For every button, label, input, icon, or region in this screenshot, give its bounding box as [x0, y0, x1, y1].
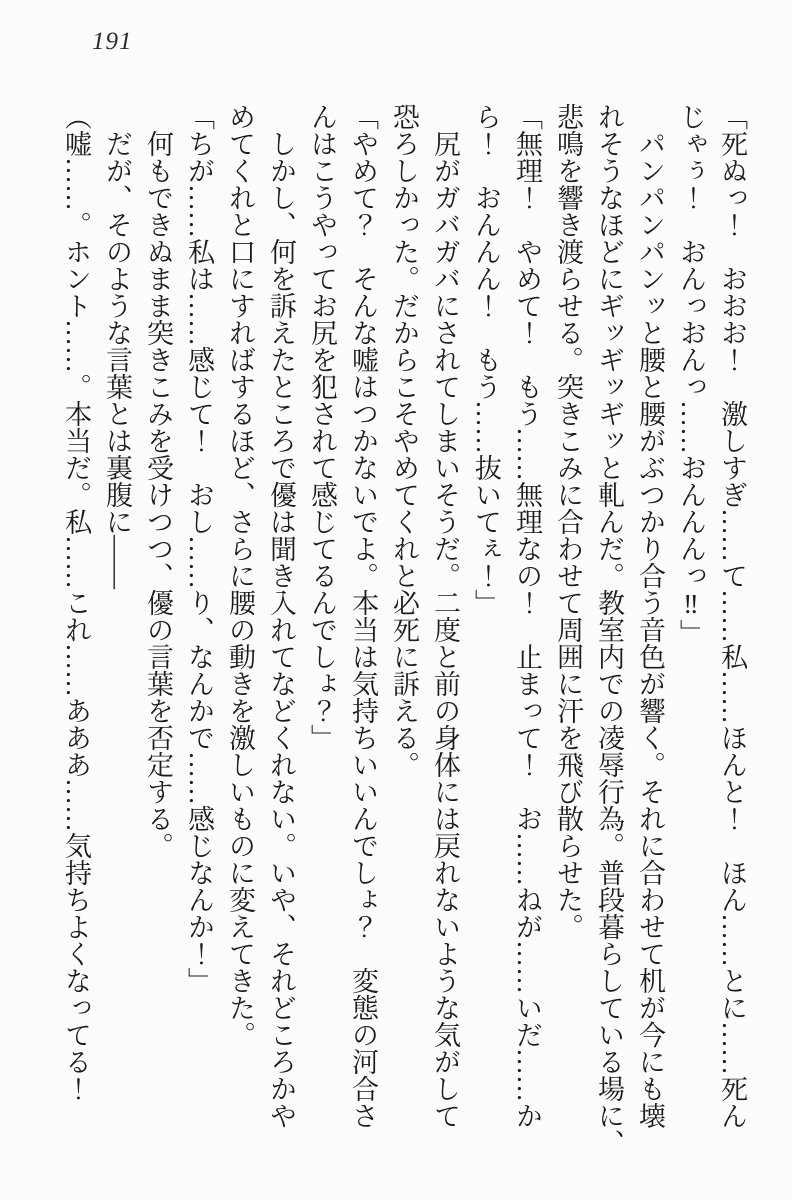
text-column: 尻がガバガバにされてしまいそうだ。二度と前の身体には戻れないような気がして — [430, 103, 460, 1129]
text-column: だが、そのような言葉とは裏腹に—— — [102, 103, 132, 589]
page-number: 191 — [92, 28, 133, 55]
text-column: パンパンパンッと腰と腰がぶつかり合う音色が響く。それに合わせて机が今にも壊 — [635, 103, 665, 1129]
text-column: ら！ おんんん！ もう……抜いてぇ！」 — [471, 103, 501, 616]
text-column: れそうなほどにギッギッギッと軋んだ。教室内での凌辱行為。普段暮らしている場に、 — [594, 103, 624, 1156]
text-column: しかし、何を訴えたところで優は聞き入れてなどくれない。いや、それどころかや — [266, 103, 296, 1129]
text-column: 「死ぬっ！ おおお！ 激しすぎ……て……私……ほんと！ ほん……とに……死ん — [717, 103, 747, 1129]
text-column: 「無理！ やめて！ もう……無理なの！ 止まって！ お……ねが……いだ……か — [512, 103, 542, 1129]
text-column: （嘘……。ホント……。本当だ。私……これ……あああ……気持ちよくなってる！ — [61, 103, 91, 1102]
text-column: めてくれと口にすればするほど、さらに腰の動きを激しいものに変えてきた。 — [225, 103, 255, 1048]
text-column: 「ちが……私は……感じて！ おし……り、なんかで……感じなんか！」 — [184, 103, 214, 994]
text-column: んはこうやってお尻を犯されて感じてるんでしょ？」 — [307, 103, 337, 751]
text-column: 「やめて？ そんな嘘はつかないでよ。本当は気持ちいいんでしょ？ 変態の河合さ — [348, 103, 378, 1129]
text-column: じゃぅ！ おんっおんっ……おんんんっ‼」 — [676, 103, 706, 646]
vertical-text-block — [55, 103, 752, 1156]
text-column: 悲鳴を響き渡らせる。突きこみに合わせて周囲に汗を飛び散らせた。 — [553, 103, 583, 940]
text-column: 何もできぬまま突きこみを受けつつ、優の言葉を否定する。 — [143, 103, 173, 859]
text-column: 恐ろしかった。だからこそやめてくれと必死に訴える。 — [389, 103, 419, 778]
